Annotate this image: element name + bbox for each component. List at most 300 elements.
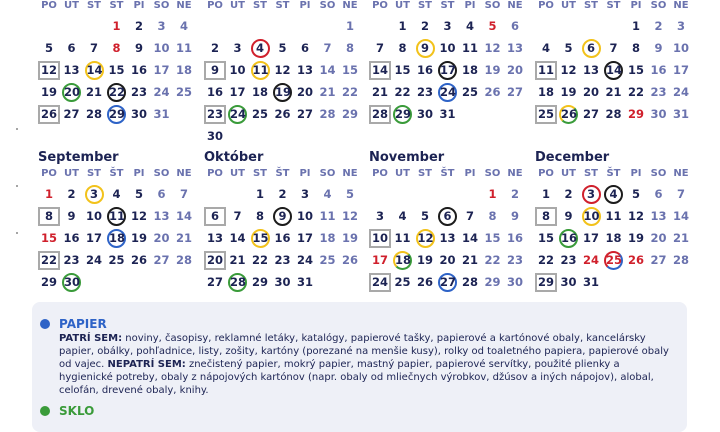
calendar-day: 1 [398,19,407,33]
weekday-label: PO [207,0,223,11]
weekday-label: ŠT [440,168,455,179]
paper-bullet-icon [40,319,50,329]
calendar-day: 31 [439,107,456,121]
calendar-day: 15 [394,63,411,77]
calendar-day: 5 [134,187,143,201]
calendar-day: 11 [175,41,192,55]
calendar-day: 12 [627,209,644,223]
calendar-day: 15 [627,63,644,77]
calendar-day: 9 [134,41,143,55]
weekday-label: UT [64,168,79,179]
weekday-label: ST [583,0,599,11]
calendar-day: 30 [130,107,147,121]
calendar-day: 19 [627,231,644,245]
weekday-label: ST [86,168,102,179]
calendar-day: 15 [108,63,125,77]
calendar-day: 10 [296,209,313,223]
calendar-day: 22 [627,85,644,99]
calendar-day: 28 [672,253,689,267]
calendar-day: 15 [484,231,501,245]
calendar-day: 7 [179,187,188,201]
calendar-day: 20 [204,251,226,270]
calendar-day: 29 [341,107,358,121]
calendar-day: 2 [210,41,219,55]
calendar-day: 19 [40,85,57,99]
calendar-day: 21 [605,85,622,99]
calendar-day: 20 [153,231,170,245]
calendar-day: 9 [510,209,519,223]
calendar-day: 29 [484,275,501,289]
calendar-day: 26 [484,85,501,99]
decorative-dot [16,185,18,187]
calendar-day: 7 [233,209,242,223]
calendar-day: 4 [604,185,623,204]
weekday-label: ST [417,168,433,179]
calendar-day: 9 [67,209,76,223]
calendar-day: 23 [130,85,147,99]
calendar-day: 24 [438,83,457,102]
weekday-label: PO [538,0,554,11]
calendar-day: 10 [369,229,391,248]
calendar-day: 31 [153,107,170,121]
calendar-day: 29 [107,105,126,124]
weekday-label: NE [673,168,689,179]
weekday-label: NE [342,168,358,179]
weekday-label: UT [561,0,576,11]
calendar-day: 1 [112,19,121,33]
calendar-day: 16 [416,63,433,77]
calendar-day: 21 [371,85,388,99]
calendar-day: 2 [278,187,287,201]
calendar-day: 12 [38,61,60,80]
calendar-day: 17 [672,63,689,77]
calendar-day: 21 [85,85,102,99]
calendar-day: 20 [296,85,313,99]
calendar-day: 16 [650,63,667,77]
weekday-label: PO [41,168,57,179]
weekday-label: PI [133,0,145,11]
calendar-day: 25 [108,253,125,267]
calendar-day: 14 [319,63,336,77]
calendar-day: 13 [63,63,80,77]
calendar-day: 16 [559,229,578,248]
calendar-day: 5 [44,41,53,55]
weekday-label: UT [395,0,410,11]
calendar-day: 6 [654,187,663,201]
calendar-day: 11 [107,207,126,226]
calendar-day: 23 [274,253,291,267]
calendar-day: 27 [438,273,457,292]
calendar-day: 18 [251,85,268,99]
weekday-label: ŠT [606,168,621,179]
calendar-day: 20 [439,253,456,267]
calendar-day: 22 [107,83,126,102]
calendar-day: 8 [38,207,60,226]
calendar-day: 27 [582,107,599,121]
calendar-day: 5 [488,19,497,33]
decorative-dot [16,232,18,234]
calendar-day: 24 [296,253,313,267]
calendar-day: 27 [63,107,80,121]
calendar-day: 10 [85,209,102,223]
weekday-label: ST [417,0,433,11]
calendar-day: 12 [416,229,435,248]
calendar-day: 13 [296,63,313,77]
calendar-day: 1 [345,19,354,33]
calendar-day: 8 [255,209,264,223]
calendar-day: 11 [461,41,478,55]
calendar-day: 8 [398,41,407,55]
calendar-day: 28 [605,107,622,121]
calendar-day: 19 [341,231,358,245]
calendar-day: 2 [564,187,573,201]
calendar-day: 2 [510,187,519,201]
calendar-day: 14 [369,61,391,80]
weekday-label: ST [86,0,102,11]
weekday-label: UT [230,0,245,11]
calendar-day: 14 [85,61,104,80]
calendar-day: 16 [506,231,523,245]
calendar-day: 13 [582,63,599,77]
calendar-day: 22 [537,253,554,267]
weekday-label: UT [64,0,79,11]
calendar-day: 25 [535,105,557,124]
calendar-day: 25 [251,107,268,121]
calendar-day: 10 [229,63,246,77]
calendar-day: 6 [67,41,76,55]
calendar-day: 11 [319,209,336,223]
weekday-label: SO [484,168,501,179]
calendar-day: 27 [506,85,523,99]
calendar-day: 5 [345,187,354,201]
weekday-label: NE [673,0,689,11]
calendar-day: 7 [89,41,98,55]
calendar-day: 26 [274,107,291,121]
calendar-day: 2 [134,19,143,33]
calendar-day: 28 [461,275,478,289]
calendar-day: 4 [323,187,332,201]
calendar-day: 7 [323,41,332,55]
calendar-day: 3 [443,19,452,33]
calendar-day: 29 [393,105,412,124]
calendar-day: 25 [175,85,192,99]
weekday-label: NE [507,0,523,11]
calendar-day: 28 [369,105,391,124]
calendar-day: 13 [650,209,667,223]
calendar-day: 3 [582,185,601,204]
weekday-label: ST [583,168,599,179]
weekday-label: PO [372,168,388,179]
calendar-day: 29 [535,273,557,292]
weekday-label: PO [207,168,223,179]
calendar-day: 17 [153,63,170,77]
calendar-day: 15 [251,229,270,248]
calendar-day: 26 [130,253,147,267]
weekday-label: ST [252,168,268,179]
calendar-day: 18 [319,231,336,245]
calendar-day: 10 [672,41,689,55]
calendar-day: 8 [112,41,121,55]
calendar-day: 30 [560,275,577,289]
month-name: December [535,150,610,165]
calendar-day: 25 [461,85,478,99]
calendar-day: 15 [341,63,358,77]
weekday-label: PI [464,168,476,179]
calendar-day: 4 [398,209,407,223]
calendar-day: 10 [439,41,456,55]
calendar-day: 22 [484,253,501,267]
calendar-day: 9 [273,207,292,226]
calendar-day: 26 [559,105,578,124]
calendar-day: 9 [654,41,663,55]
calendar-day: 30 [650,107,667,121]
calendar-day: 27 [153,253,170,267]
calendar-day: 23 [416,85,433,99]
calendar-day: 17 [582,231,599,245]
calendar-day: 19 [560,85,577,99]
calendar-day: 5 [564,41,573,55]
calendar-day: 2 [654,19,663,33]
weekday-label: ŠT [275,168,290,179]
not-belongs-label: NEPATRÍ SEM: [107,359,186,370]
weekday-label: PO [538,168,554,179]
calendar-day: 8 [488,209,497,223]
sklo-section-header [40,404,94,418]
calendar-day: 9 [204,61,226,80]
belongs-label: PATRÍ SEM: [59,333,123,344]
calendar-day: 22 [394,85,411,99]
calendar-day: 8 [535,207,557,226]
calendar-day: 13 [439,231,456,245]
calendar-day: 7 [375,41,384,55]
calendar-day: 25 [604,251,623,270]
calendar-day: 14 [229,231,246,245]
weekday-label: ST [252,0,268,11]
calendar-day: 12 [484,41,501,55]
calendar-day: 11 [605,209,622,223]
weekday-label: NE [176,168,192,179]
calendar-day: 6 [204,207,226,226]
calendar-day: 30 [506,275,523,289]
calendar-day: 4 [251,39,270,58]
weekday-label: NE [342,0,358,11]
calendar-day: 30 [274,275,291,289]
weekday-label: NE [507,168,523,179]
calendar-day: 19 [273,83,292,102]
glass-bullet-icon [40,406,50,416]
calendar-day: 8 [631,41,640,55]
calendar-day: 23 [506,253,523,267]
papier-description [59,332,674,397]
calendar-day: 19 [416,253,433,267]
weekday-label: PO [372,0,388,11]
weekday-label: SO [484,0,501,11]
calendar-day: 20 [62,83,81,102]
calendar-day: 18 [537,85,554,99]
weekday-label: ŠT [109,168,124,179]
calendar-day: 20 [650,231,667,245]
calendar-day: 23 [63,253,80,267]
calendar-day: 10 [582,207,601,226]
calendar-day: 6 [510,19,519,33]
decorative-dot [16,128,18,130]
calendar-day: 21 [229,253,246,267]
calendar-day: 24 [672,85,689,99]
month-name: September [38,150,119,165]
calendar-day: 17 [438,61,457,80]
calendar-day: 13 [153,209,170,223]
calendar-day: 7 [465,209,474,223]
calendar-day: 4 [541,41,550,55]
calendar-day: 24 [85,253,102,267]
calendar-day: 30 [206,129,223,143]
weekday-label: SO [153,168,170,179]
weekday-label: SO [319,0,336,11]
calendar-day: 3 [375,209,384,223]
calendar-day: 9 [416,39,435,58]
calendar-day: 31 [296,275,313,289]
weekday-label: PI [630,0,642,11]
calendar-day: 1 [255,187,264,201]
calendar-day: 31 [582,275,599,289]
weekday-label: PI [299,168,311,179]
calendar-day: 16 [206,85,223,99]
calendar-day: 3 [85,185,104,204]
calendar-day: 23 [560,253,577,267]
calendar-day: 3 [300,187,309,201]
calendar-day: 12 [274,63,291,77]
calendar-day: 30 [62,273,81,292]
calendar-day: 24 [153,85,170,99]
calendar-day: 27 [296,107,313,121]
calendar-day: 3 [157,19,166,33]
calendar-day: 29 [627,107,644,121]
calendar-day: 10 [153,41,170,55]
calendar-day: 12 [130,209,147,223]
calendar-day: 27 [650,253,667,267]
calendar-day: 11 [394,231,411,245]
calendar-day: 21 [319,85,336,99]
calendar-day: 4 [179,19,188,33]
calendar-day: 25 [319,253,336,267]
calendar-day: 6 [300,41,309,55]
weekday-label: PO [41,0,57,11]
calendar-day: 4 [465,19,474,33]
weekday-label: UT [561,168,576,179]
calendar-day: 31 [672,107,689,121]
calendar-day: 1 [488,187,497,201]
calendar-day: 4 [112,187,121,201]
calendar-day: 24 [369,273,391,292]
calendar-day: 28 [319,107,336,121]
papier-title: PAPIER [59,317,107,331]
calendar-day: 26 [627,253,644,267]
calendar-day: 1 [631,19,640,33]
weekday-label: SO [319,168,336,179]
weekday-label: PI [630,168,642,179]
calendar-day: 22 [251,253,268,267]
calendar-day: 17 [296,231,313,245]
calendar-day: 26 [416,275,433,289]
calendar-day: 17 [371,253,388,267]
month-name: November [369,150,445,165]
weekday-label: ŠT [606,0,621,11]
weekday-label: SO [650,168,667,179]
calendar-day: 1 [44,187,53,201]
calendar-day: 17 [229,85,246,99]
weekday-label: PI [464,0,476,11]
calendar-day: 18 [175,63,192,77]
calendar-day: 3 [676,19,685,33]
weekday-label: UT [230,168,245,179]
calendar-day: 18 [107,229,126,248]
weekday-label: NE [176,0,192,11]
weekday-label: SO [650,0,667,11]
calendar-day: 21 [461,253,478,267]
calendar-day: 14 [461,231,478,245]
calendar-day: 20 [506,63,523,77]
weekday-label: UT [395,168,410,179]
belongs-text: noviny, časopisy, reklamné letáky, katalógy, papierové tašky, papierové a kartónové obaly, kancelársky papier, obálky, pohľadnice, listy, zošity, kartóny (porezané na menšie kusy), rolky od toaletného papiera, papierové obaly od vajec. [59,333,669,370]
calendar-day: 6 [157,187,166,201]
calendar-day: 12 [341,209,358,223]
weekday-label: PI [299,0,311,11]
calendar-day: 2 [67,187,76,201]
not-belongs-text: znečistený papier, mokrý papier, mastný papier, papierové servítky, použité plienky a hygienické potreby, obaly z nápojových kartónov (napr. obaly od mliečnych výrobkov, džúsov a iných nápojov), alobal, celofán, drevené obaly, knihy. [59,359,654,396]
calendar-day: 1 [541,187,550,201]
calendar-day: 9 [564,209,573,223]
calendar-day: 5 [278,41,287,55]
calendar-day: 7 [676,187,685,201]
calendar-day: 11 [535,61,557,80]
calendar-day: 21 [672,231,689,245]
calendar-day: 27 [206,275,223,289]
calendar-day: 7 [609,41,618,55]
calendar-day: 28 [175,253,192,267]
calendar-day: 8 [345,41,354,55]
calendar-day: 15 [537,231,554,245]
weekday-label: SO [153,0,170,11]
calendar-day: 19 [484,63,501,77]
calendar-day: 11 [251,61,270,80]
calendar-day: 22 [341,85,358,99]
calendar-day: 26 [341,253,358,267]
calendar-day: 16 [63,231,80,245]
calendar-day: 2 [420,19,429,33]
weekday-label: ŠT [109,0,124,11]
papier-section-header [40,317,107,331]
calendar-day: 23 [650,85,667,99]
calendar-day: 18 [393,251,412,270]
calendar-day: 29 [251,275,268,289]
calendar-day: 5 [420,209,429,223]
calendar-day: 18 [461,63,478,77]
calendar-day: 24 [582,253,599,267]
calendar-day: 22 [38,251,60,270]
calendar-day: 29 [40,275,57,289]
calendar-day: 30 [416,107,433,121]
month-name: Október [204,150,264,165]
calendar-day: 28 [228,273,247,292]
calendar-day: 23 [204,105,226,124]
calendar-day: 6 [582,39,601,58]
weekday-label: ŠT [440,0,455,11]
calendar-day: 15 [40,231,57,245]
calendar-day: 14 [604,61,623,80]
calendar-day: 21 [175,231,192,245]
calendar-day: 18 [605,231,622,245]
calendar-day: 5 [631,187,640,201]
